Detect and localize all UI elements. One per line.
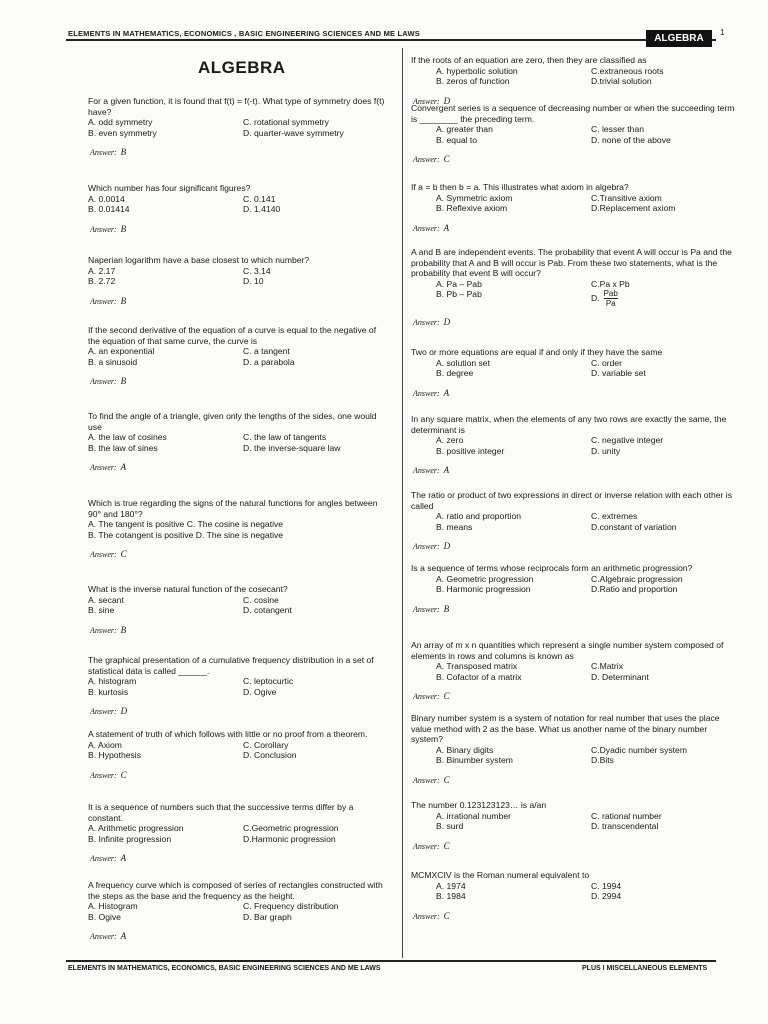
question-item — [411, 103, 736, 166]
option: B. zeros of function — [436, 76, 510, 86]
option: B. 1984 — [436, 891, 466, 901]
option: C. Frequency distribution — [243, 901, 339, 911]
option: D. Determinant — [591, 671, 649, 682]
options-grid — [88, 823, 390, 844]
question-stem: Is a sequence of terms whose reciprocals form an arithmetic progression? — [411, 563, 693, 573]
options-grid — [436, 435, 736, 456]
option: A. Axiom — [88, 739, 122, 750]
option: B. equal to — [436, 134, 478, 145]
answer-label: Answer: — [90, 463, 117, 472]
option: A. hyperbolic solution — [436, 65, 518, 76]
option: D. a parabola — [243, 356, 295, 367]
option: D. variable set — [591, 368, 646, 378]
answer-label: Answer: — [413, 775, 440, 785]
answer-label: Answer: — [413, 318, 440, 327]
section-badge: ALGEBRA — [646, 30, 712, 47]
answer-value: B — [443, 603, 450, 614]
answer-label: Answer: — [413, 223, 440, 233]
question-item — [88, 96, 390, 159]
options-grid — [436, 511, 736, 532]
question-stem: MCMXCIV is the Roman numeral equivalent to — [411, 870, 590, 880]
answer-value: A — [443, 222, 450, 233]
answer-line — [413, 841, 736, 853]
option: A. Geometric progression — [436, 573, 534, 584]
answer-value: C — [120, 769, 127, 780]
option: D. Ogive — [243, 686, 277, 697]
options-grid — [436, 124, 736, 145]
options-grid — [88, 676, 390, 697]
question-item — [411, 347, 736, 399]
option: C. Corollary — [243, 739, 289, 750]
question-stem: The number 0.123123123… is a/an — [411, 800, 547, 810]
option: C.Algebraic progression — [591, 573, 683, 584]
option: D. quarter-wave symmetry — [243, 127, 344, 138]
options-grid — [88, 901, 390, 922]
answer-line — [413, 604, 736, 616]
question-item — [411, 247, 736, 329]
option: B. Ogive — [88, 911, 121, 922]
option: B. means — [436, 521, 473, 532]
option: D.Ratio and proportion — [591, 584, 678, 594]
options-grid — [88, 346, 390, 367]
question-item — [88, 584, 390, 636]
answer-value: D — [443, 95, 451, 106]
option: D. 2994 — [591, 891, 622, 901]
answer-line — [413, 223, 736, 235]
answer-label: Answer: — [90, 148, 117, 157]
answer-line — [413, 317, 736, 329]
option: B. Binumber system — [436, 755, 513, 765]
option: D.Bits — [591, 755, 614, 765]
option: B. positive integer — [436, 445, 505, 456]
question-stem: An array of m x n quantities which represent a single number system composed of elements in rows and columns is known as — [411, 640, 724, 661]
question-stem: Binary number system is a system of notation for real number that uses the place value method with 2 as the base. What us another name of the binary number system? — [411, 713, 720, 744]
option: A. Pa – Pab — [436, 278, 482, 289]
answer-label: Answer: — [90, 296, 117, 306]
question-item — [88, 802, 390, 865]
answer-value: A — [443, 387, 450, 398]
question-stem: If a = b then b = a. This illustrates what axiom in algebra? — [411, 182, 629, 192]
options-grid — [436, 193, 736, 214]
options-grid — [88, 432, 390, 453]
option: C. negative integer — [591, 435, 664, 445]
option: B. kurtosis — [88, 686, 129, 697]
option: A. zero — [436, 435, 464, 445]
answer-label: Answer: — [413, 388, 440, 398]
answer-label: Answer: — [413, 155, 440, 164]
answer-value: B — [120, 147, 127, 157]
option: A. Histogram — [88, 901, 138, 911]
option: A. solution set — [436, 357, 490, 368]
option: A. 2.17 — [88, 265, 116, 276]
option: D. Conclusion — [243, 750, 297, 760]
answer-line — [90, 706, 390, 718]
answer-value: A — [443, 465, 450, 475]
option-label: D. — [591, 292, 600, 303]
answer-label: Answer: — [413, 466, 440, 475]
column-divider — [402, 48, 403, 958]
answer-label: Answer: — [413, 911, 440, 921]
answer-line — [90, 376, 390, 388]
question-stem: For a given function, it is found that f(t) = f(-t). What type of symmetry does f(t) have? — [88, 96, 385, 117]
options-grid — [88, 117, 390, 138]
options-grid — [88, 595, 390, 616]
answer-label: Answer: — [413, 692, 440, 701]
answer-line — [90, 549, 390, 561]
question-stem: It is a sequence of numbers such that the successive terms differ by a constant. — [88, 802, 354, 823]
option: C. extremes — [591, 511, 638, 521]
options-grid — [436, 881, 736, 902]
question-stem: Which number has four significant figures? — [88, 183, 251, 193]
option: C.Pa x Pb — [591, 278, 630, 289]
footer-right: PLUS I MISCELLANEOUS ELEMENTS — [582, 965, 708, 972]
option: A. Binary digits — [436, 744, 494, 755]
answer-line — [90, 625, 390, 637]
question-stem: If the roots of an equation are zero, then they are classified as — [411, 55, 647, 65]
option: C. lesser than — [591, 124, 645, 134]
answer-label: Answer: — [90, 224, 117, 234]
question-stem: Two or more equations are equal if and only if they have the same — [411, 347, 663, 357]
option: B. The cotangent is positive D. The sine is negative — [88, 529, 284, 540]
option: A. Arithmetic progression — [88, 823, 184, 833]
option: C. rational number — [591, 810, 662, 821]
option: A. odd symmetry — [88, 117, 153, 127]
option: D. transcendental — [591, 821, 659, 831]
option — [243, 530, 398, 541]
footer-rule — [66, 960, 716, 962]
option: C. leptocurtic — [243, 676, 294, 686]
option: A. irrational number — [436, 810, 511, 821]
option: B. 2.72 — [88, 276, 116, 286]
answer-label: Answer: — [90, 854, 117, 863]
answer-line — [413, 541, 736, 553]
answer-line — [413, 911, 736, 923]
options-grid — [88, 519, 390, 540]
answer-value: C — [443, 910, 450, 921]
fraction-numerator: Pab — [603, 289, 618, 298]
option: A. greater than — [436, 124, 493, 134]
option: B. Infinite progression — [88, 833, 172, 844]
option: A. Symmetric axiom — [436, 192, 513, 203]
option: B. surd — [436, 821, 464, 831]
header-title: ELEMENTS IN MATHEMATICS, ECONOMICS , BASIC ENGINEERING SCIENCES AND ME LAWS — [68, 29, 420, 38]
question-item — [88, 255, 390, 307]
option: C. rotational symmetry — [243, 117, 329, 127]
answer-label: Answer: — [90, 377, 117, 386]
answer-value: A — [120, 462, 127, 472]
question-item — [411, 414, 736, 477]
option: B. Cofactor of a matrix — [436, 671, 522, 682]
options-grid — [436, 279, 736, 309]
options-grid — [88, 266, 390, 287]
question-item — [411, 182, 736, 234]
answer-value: C — [443, 840, 450, 851]
option: D.Harmonic progression — [243, 833, 336, 844]
answer-label: Answer: — [90, 932, 117, 941]
answer-value: B — [120, 376, 127, 386]
option: A. The tangent is positive C. The cosine is negative — [88, 519, 284, 529]
option: C.Dyadic number system — [591, 744, 687, 755]
answer-value: C — [443, 774, 450, 785]
answer-value: A — [120, 931, 127, 941]
answer-line — [90, 224, 390, 236]
option: C.extraneous roots — [591, 65, 664, 76]
option: A. ratio and proportion — [436, 511, 522, 521]
question-item — [88, 411, 390, 474]
question-stem: To find the angle of a triangle, given only the lengths of the sides, one would use — [88, 411, 377, 432]
answer-label: Answer: — [90, 550, 117, 559]
question-item — [411, 55, 736, 107]
question-item — [411, 640, 736, 703]
option: B. a sinusoid — [88, 356, 138, 367]
answer-value: B — [120, 295, 127, 306]
option: C. order — [591, 357, 623, 368]
option: C.Transitive axiom — [591, 192, 662, 203]
options-grid — [436, 811, 736, 832]
option: D. Bar graph — [243, 911, 292, 922]
options-grid — [436, 745, 736, 766]
fraction — [604, 289, 618, 308]
answer-label: Answer: — [413, 841, 440, 851]
option: D. unity — [591, 445, 621, 456]
option: B. Hypothesis — [88, 750, 142, 760]
question-stem: A statement of truth of which follows with little or no proof from a theorem. — [88, 729, 368, 739]
page-title: ALGEBRA — [198, 58, 286, 77]
options-grid — [436, 358, 736, 379]
option: B. even symmetry — [88, 127, 157, 138]
question-stem: The ratio or product of two expressions in direct or inverse relation with each other is called — [411, 490, 732, 511]
answer-value: B — [120, 223, 127, 234]
option: D.constant of variation — [591, 521, 677, 532]
option — [591, 289, 746, 308]
option: B. Harmonic progression — [436, 584, 531, 594]
option: B. 0.01414 — [88, 204, 130, 214]
question-item — [411, 870, 736, 922]
question-stem: A and B are independent events. The probability that event A will occur is Pa and the probability that A and B will occur is Pab. From these two statements, what is the probability that event B will occur? — [411, 247, 732, 278]
options-grid — [88, 740, 390, 761]
footer-left: ELEMENTS IN MATHEMATICS, ECONOMICS, BASIC ENGINEERING SCIENCES AND ME LAWS — [68, 965, 381, 972]
fraction-denominator: Pa — [605, 299, 616, 308]
option: C. 0.141 — [243, 193, 276, 204]
answer-line — [413, 388, 736, 400]
answer-line — [413, 154, 736, 166]
question-stem: A frequency curve which is composed of series of rectangles constructed with the steps as the base and the frequency as the height. — [88, 880, 383, 901]
option: B. degree — [436, 368, 474, 378]
question-item — [88, 655, 390, 718]
answer-line — [90, 296, 390, 308]
question-item — [88, 498, 390, 561]
question-item — [411, 490, 736, 553]
answer-value: B — [120, 624, 127, 635]
option: A. secant — [88, 594, 124, 605]
answer-value: A — [120, 853, 127, 863]
options-grid — [436, 661, 736, 682]
option: D. 1.4140 — [243, 204, 281, 214]
options-grid — [436, 574, 736, 595]
option: C.Geometric progression — [243, 823, 339, 833]
question-stem: Naperian logarithm have a base closest to which number? — [88, 255, 310, 265]
question-stem: Convergent series is a sequence of decreasing number or when the succeeding term is ________ the preceding term. — [411, 103, 735, 124]
question-stem: If the second derivative of the equation of a curve is equal to the negative of the equation of that same curve, the curve is — [88, 325, 377, 346]
question-stem: Which is true regarding the signs of the natural functions for angles between 90° and 180°? — [88, 498, 378, 519]
answer-label: Answer: — [413, 96, 440, 106]
question-item — [411, 563, 736, 615]
answer-line — [413, 691, 736, 703]
page-number: 1 — [720, 28, 725, 37]
question-item — [411, 713, 736, 786]
answer-value: D — [443, 541, 451, 551]
question-item — [88, 183, 390, 235]
answer-line — [90, 770, 390, 782]
answer-line — [90, 853, 390, 865]
option: A. an exponential — [88, 346, 155, 356]
question-item — [411, 800, 736, 852]
answer-line — [90, 462, 390, 474]
answer-label: Answer: — [90, 625, 117, 635]
option: C. 1994 — [591, 880, 622, 891]
answer-value: D — [120, 706, 128, 716]
option: A. Transposed matrix — [436, 661, 518, 671]
answer-value: D — [443, 317, 451, 327]
option: D.trivial solution — [591, 76, 652, 86]
option: D.Replacement axiom — [591, 203, 676, 213]
answer-line — [90, 147, 390, 159]
option: B. Reflexive axiom — [436, 203, 508, 213]
options-grid — [88, 194, 390, 215]
option: D. cotangent — [243, 605, 292, 615]
answer-label: Answer: — [90, 770, 117, 780]
answer-line — [413, 465, 736, 477]
answer-value: C — [443, 691, 450, 701]
option — [243, 519, 398, 530]
option: D. none of the above — [591, 134, 671, 145]
option: D. the inverse-square law — [243, 442, 341, 453]
option: A. 0.0014 — [88, 193, 125, 204]
option: C.Matrix — [591, 661, 623, 671]
header-rule — [66, 39, 716, 41]
question-item — [88, 880, 390, 943]
option: B. the law of sines — [88, 442, 158, 453]
answer-value: C — [443, 154, 450, 164]
option: A. the law of cosines — [88, 432, 167, 442]
answer-label: Answer: — [90, 707, 117, 716]
question-item — [88, 729, 390, 781]
option: C. 3.14 — [243, 265, 271, 276]
answer-label: Answer: — [413, 604, 440, 614]
question-item — [88, 325, 390, 388]
option: C. a tangent — [243, 346, 290, 356]
answer-line — [90, 931, 390, 943]
options-grid — [436, 66, 736, 87]
option: C. the law of tangents — [243, 432, 327, 442]
answer-line — [413, 775, 736, 787]
option: A. histogram — [88, 676, 137, 686]
question-stem: What is the inverse natural function of the cosecant? — [88, 584, 288, 594]
question-stem: In any square matrix, when the elements of any two rows are exactly the same, the determinant is — [411, 414, 727, 435]
answer-label: Answer: — [413, 542, 440, 551]
option: C. cosine — [243, 594, 279, 605]
question-stem: The graphical presentation of a cumulative frequency distribution in a set of statistical data is called ______. — [88, 655, 374, 676]
answer-value: C — [120, 549, 127, 559]
option: D. 10 — [243, 276, 264, 286]
option: B. sine — [88, 605, 115, 615]
option: B. Pb – Pab — [436, 289, 482, 299]
option: A. 1974 — [436, 880, 466, 891]
